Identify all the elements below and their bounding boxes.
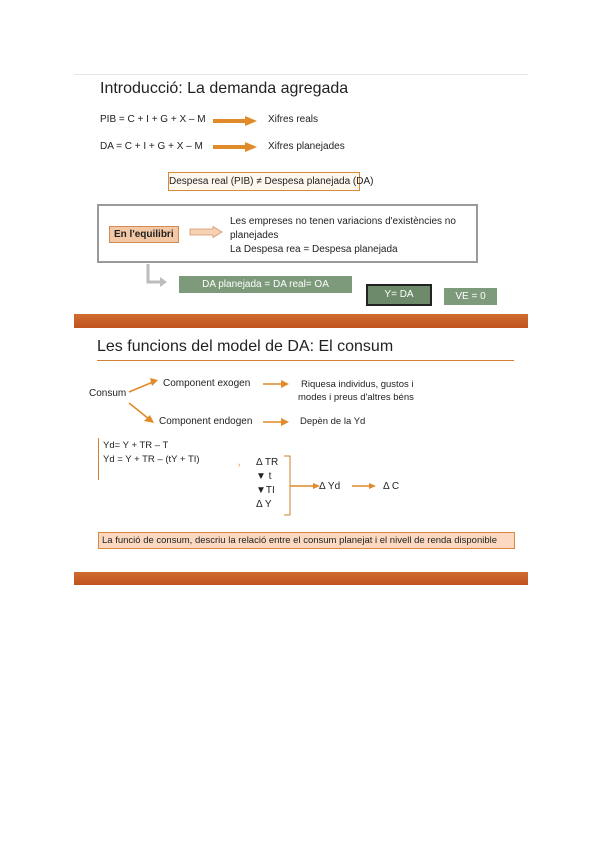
arrow-right-icon bbox=[263, 379, 289, 389]
right-brace-icon bbox=[282, 455, 322, 517]
equilibrium-label: En l'equilibri bbox=[109, 226, 179, 243]
slide1-top-rule bbox=[74, 74, 528, 75]
slide2-title: Les funcions del model de DA: El consum bbox=[97, 338, 394, 355]
endogen-desc: Depèn de la Yd bbox=[300, 416, 366, 427]
slide-bottom-band bbox=[74, 572, 528, 585]
slide1-title: Introducció: La demanda agregada bbox=[100, 80, 349, 97]
da-result: Xifres planejades bbox=[268, 141, 345, 152]
orange-arrow-icon bbox=[213, 116, 257, 126]
bracket-item-2: ▼ t bbox=[256, 471, 272, 482]
exogen-desc-1: Riquesa individus, gustos i bbox=[301, 379, 414, 390]
consum-label: Consum bbox=[89, 388, 127, 399]
bracket-item-3: ▼TI bbox=[256, 485, 275, 496]
small-arrow-icon: › bbox=[238, 462, 241, 469]
yd-equation-1: Yd= Y + TR – T bbox=[103, 440, 169, 451]
delta-c: Δ C bbox=[383, 481, 400, 492]
yd-equation-2: Yd = Y + TR – (tY + TI) bbox=[103, 454, 200, 465]
y-equals-da-box: Y= DA bbox=[366, 284, 432, 306]
arrow-right-icon bbox=[352, 482, 376, 490]
equilibrium-text-2: planejades bbox=[230, 230, 279, 241]
slide2-title-rule bbox=[97, 360, 514, 361]
bent-arrow-icon bbox=[145, 264, 167, 288]
da-equation: DA = C + I + G + X – M bbox=[100, 141, 203, 152]
da-equilibrium-box: DA planejada = DA real= OA bbox=[179, 276, 352, 293]
inequality-box: Despesa real (PIB) ≠ Despesa planejada (DA) bbox=[168, 172, 360, 191]
arrow-up-right-icon bbox=[128, 378, 158, 394]
equation-bracket-line bbox=[98, 438, 99, 480]
arrow-down-right-icon bbox=[128, 402, 154, 424]
ve-box: VE = 0 bbox=[444, 288, 497, 305]
pib-equation: PIB = C + I + G + X – M bbox=[100, 114, 206, 125]
delta-yd: Δ Yd bbox=[319, 481, 341, 492]
orange-arrow-icon bbox=[213, 142, 257, 152]
pib-result: Xifres reals bbox=[268, 114, 319, 125]
slide-separator-band bbox=[74, 314, 528, 328]
exogen-desc-2: modes i preus d'altres béns bbox=[298, 392, 414, 403]
equilibrium-text-3: La Despesa rea = Despesa planejada bbox=[230, 244, 398, 255]
outline-arrow-icon bbox=[189, 226, 223, 238]
consumption-function-note: La funció de consum, descriu la relació entre el consum planejat i el nivell de renda disponible bbox=[98, 532, 515, 549]
equilibrium-text-1: Les empreses no tenen variacions d'existències no bbox=[230, 216, 456, 227]
bracket-item-4: Δ Y bbox=[256, 499, 272, 510]
arrow-right-icon bbox=[263, 417, 289, 427]
exogen-label: Component exogen bbox=[163, 378, 251, 389]
bracket-item-1: Δ TR bbox=[256, 457, 279, 468]
endogen-label: Component endogen bbox=[159, 416, 253, 427]
